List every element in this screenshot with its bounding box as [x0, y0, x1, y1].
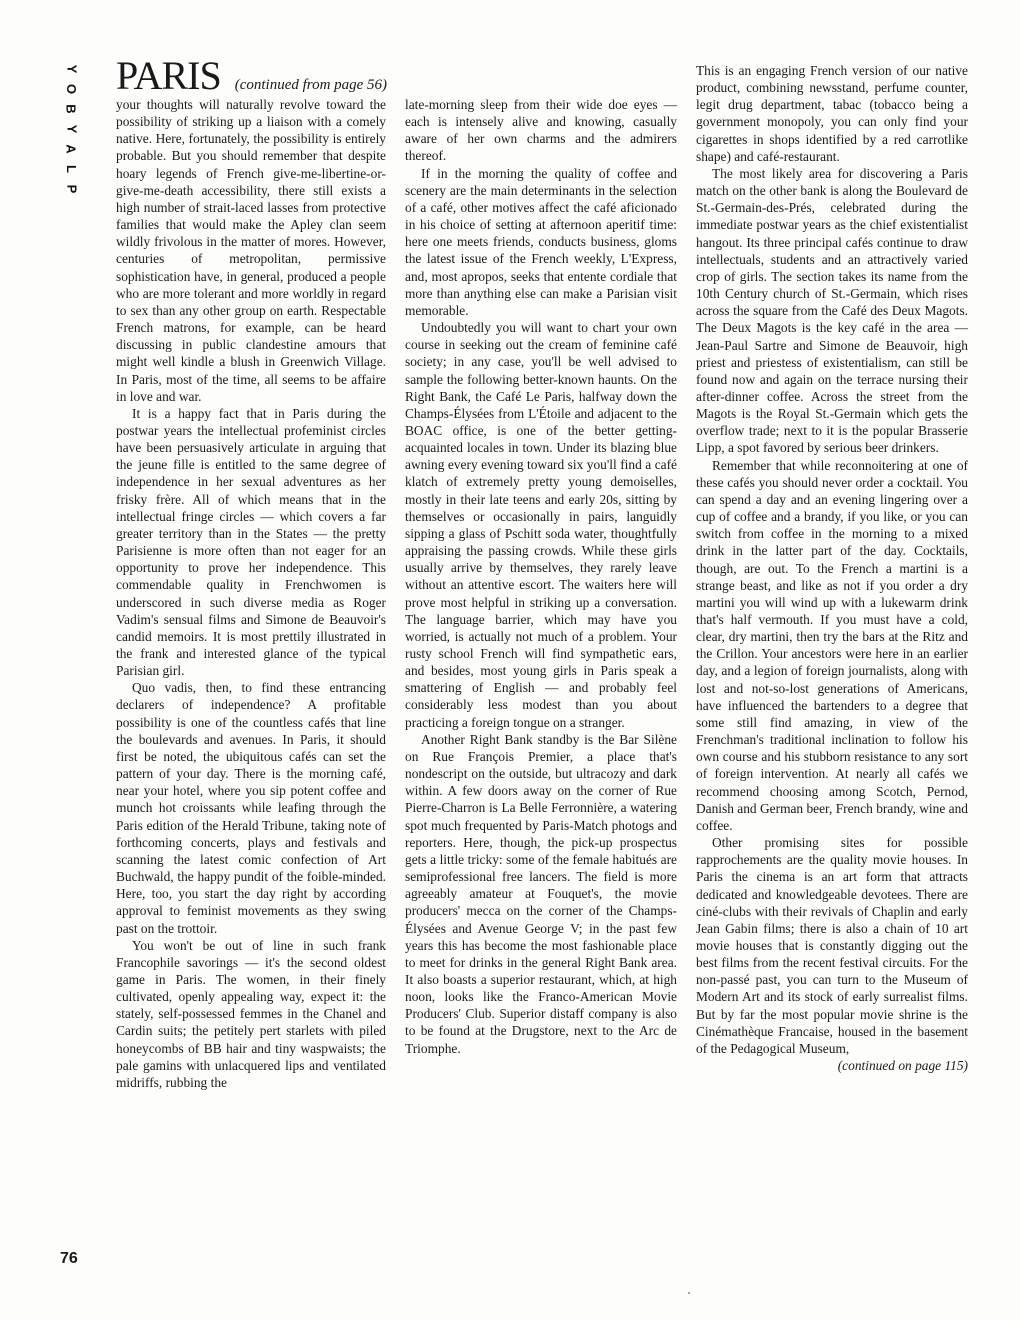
magazine-side-label — [62, 62, 78, 196]
side-letter: L — [63, 165, 79, 173]
paragraph: You won't be out of line in such frank Francophile savorings — it's the second oldest game in Paris. The women, in their finely cultivated, openly appealing way, expect it: the stately, self-possessed femmes in the Chanel and Cardin suits; the petitely pert starlets with piled honeycombs of BB hair and tiny waspwaists; the pale gamins with unlacquered lips and ventilated midriffs, rubbing the — [116, 937, 386, 1090]
side-letter: O — [64, 83, 79, 95]
paragraph: late-morning sleep from their wide doe eyes — each is intensely alive and knowing, casually aware of her own charms and the admirers thereof. — [405, 97, 677, 164]
side-letter: Y — [63, 124, 79, 134]
side-letter: A — [63, 144, 79, 154]
article-title: PARIS — [116, 53, 221, 98]
paragraph: your thoughts will naturally revolve toward the possibility of striking up a liaison with a comely native. Here, fortunately, the possibility is entirely probable. But you should remember that despite hoary legends of French give-me-libertine-or-give-me-death accessibility, there still exists a high number of strait-laced lasses from protective families that would make the Apley clan seem wildly frivolous in the matter of mores. However, centuries of metropolitan, permissive sophistication have, in general, produced a people who are more tolerant and more worldly in regard to sex than any other group on earth. Respectable French matrons, for example, can be heard discussing in public clandestine amours that might well kindle a blush in Greenwich Village. In Paris, most of the time, all seems to be affaire in love and war. — [116, 97, 386, 404]
print-mark — [688, 1292, 690, 1294]
paragraph: Another Right Bank standby is the Bar Silène on Rue François Premier, a place that's nondescript on the outside, but ultracozy and dark within. A few doors away on the corner of Rue Pierre-Charron is La Belle Ferronnière, a watering spot much frequented by Paris-Match photogs and reporters. Here, though, the pick-up prospectus gets a little tricky: some of the female habitués are semiprofessional free lancers. The field is more agreeably amateur at Fouquet's, the movie producers' mecca on the corner of the Champs-Élysées and Avenue George V; in the past few years this has become the most fashionable place to meet for drinks in the general Right Bank area. It also boasts a superior restaurant, which, at high noon, looks like the Franco-American Movie Producers' Club. Superior distaff company is also to be found at the Drugstore, next to the Arc de Triomphe. — [405, 731, 677, 1056]
continued-from-note: (continued from page 56) — [234, 77, 388, 93]
continued-on-note: (continued on page 115) — [837, 1058, 968, 1074]
text-column-3 — [696, 62, 968, 1074]
paragraph: Quo vadis, then, to find these entrancing declarers of independence? A profitable possibility is one of the countless cafés that line the boulevards and avenues. In Paris, it should first be noted, the ubiquitous cafés can set the pattern of your day. There is the morning café, near your hotel, where you sip potent coffee and munch hot croissants while leafing through the Paris edition of the Herald Tribune, taking note of forthcoming concerts, plays and festivals and scanning the latest comic confection of Art Buchwald, the happy pundit of the foible-minded. Here, too, you start the day right by according approval to feminist movements as they swing past on the trottoir. — [116, 680, 386, 936]
paragraph: If in the morning the quality of coffee and scenery are the main determinants in the selection of a café, other motives affect the café aficionado in his choice of setting at afternoon aperitif time: here one meets friends, conducts business, gloms the latest issue of the French weekly, L'Express, and, most apropos, seeks that entente cordiale that more than anything else can make a Parisian visit memorable. — [405, 165, 677, 318]
paragraph: Other promising sites for possible rapprochements are the quality movie houses. In Paris the cinema is an art form that attracts dedicated and knowledgeable devotees. There are ciné-clubs with their revivals of Chaplin and early Jean Gabin films; there is also a chain of 10 art movie houses that is constantly digging out the best films from the recent festival circuits. For the non-passé past, you can turn to the Museum of Modern Art and its stock of early surrealist films. But by far the most popular movie shrine is the Cinémathèque Francaise, housed in the basement of the Pedagogical Museum, — [696, 835, 968, 1056]
text-column-1 — [116, 96, 386, 1091]
side-letter: P — [63, 184, 79, 194]
paragraph: It is a happy fact that in Paris during the postwar years the intellectual profeminist circles have been persuasively articulate in arguing that the jeune fille is entitled to the same degree of independence in her sexual adventures as her frisky frère. All of which means that in the intellectual fringe circles — which covers a far greater territory than in the States — the pretty Parisienne is more often than not eager for an opportunity to prove her independence. This commendable quality in Frenchwomen is underscored in such diverse media as Roger Vadim's sensual films and Simone de Beauvoir's candid memoirs. It is most prettily illustrated in the frank and interested glance of the typical Parisian girl. — [116, 405, 386, 679]
paragraph: The most likely area for discovering a Paris match on the other bank is along the Boulevard de St.-Germain-des-Prés, celebrated during the immediate postwar years as the chief existentialist hangout. Its three principal cafés continue to draw intellectuals, students and an attractively varied crop of girls. The section takes its name from the 10th Century church of St.-Germain, which rises across the square from the Café des Deux Magots. The Deux Magots is the key café in the area — Jean-Paul Sartre and Simone de Beauvoir, high priest and priestess of existentialism, can still be found now and again on the terrace nursing their after-dinner coffee. Across the street from the Magots is the Royal St.-Germain which gets the overflow trade; next to it is the popular Brasserie Lipp, a spot favored by serious beer drinkers. — [696, 165, 968, 456]
paragraph: Undoubtedly you will want to chart your own course in seeking out the cream of feminine café society; in any case, you'll be well advised to sample the following better-known haunts. On the Right Bank, the Café Le Paris, halfway down the Champs-Élysées from L'Étoile and adjacent to the BOAC office, is one of the better getting-acquainted locales in town. Under its blazing blue awning every evening toward six you'll find a café klatch of extremely pretty young demoiselles, mostly in their late teens and early 20s, sitting by themselves or occasionally in pairs, languidly sipping a glass of Pschitt soda water, thoughtfully appraising the passing crowds. While these girls usually arrive by themselves, they rarely leave without an attentive escort. The waiters here will prove most helpful in striking up a conversation. The language barrier, which may have you worried, is actually not much of a problem. Your rusty school French will find sympathetic ears, and besides, most young girls in Paris speak a smattering of English — and probably feel considerably less modest than you about practicing a foreign tongue on a stranger. — [405, 320, 677, 730]
text-column-2 — [405, 96, 677, 1057]
article-header — [116, 53, 388, 98]
paragraph: Remember that while reconnoitering at one of these cafés you should never order a cocktail. You can spend a day and an evening lingering over a cup of coffee and a brandy, if you like, or you can switch from coffee in the morning to a mixed drink in the latter part of the day. Cocktails, though, are out. To the French a martini is a strange beast, and like as not if you order a dry martini you will wind up with a lukewarm drink that's half vermouth. If you must have a cold, clear, dry martini, then try the bars at the Ritz and the Crillon. Your ancestors were here in an earlier day, and a legion of foreign journalists, along with lost and not-so-lost generations of Americans, have influenced the bartenders to a degree that some still find amazing, in view of the Frenchman's traditional inclination to follow his own course and his stubborn resistance to any sort of foreign intervention. At nearly all cafés we recommend choosing among Scotch, Pernod, Danish and German beer, French brandy, wine and coffee. — [696, 457, 968, 833]
side-letter: Y — [63, 64, 79, 74]
page-number: 76 — [60, 1250, 78, 1267]
paragraph: This is an engaging French version of our native product, combining newsstand, perfume counter, legit drug department, tabac (tobacco being a government monopoly, you can only find your cigarettes in shops identified by a red carrotlike shape) and café-restaurant. — [696, 63, 968, 164]
side-letter: B — [63, 104, 79, 114]
